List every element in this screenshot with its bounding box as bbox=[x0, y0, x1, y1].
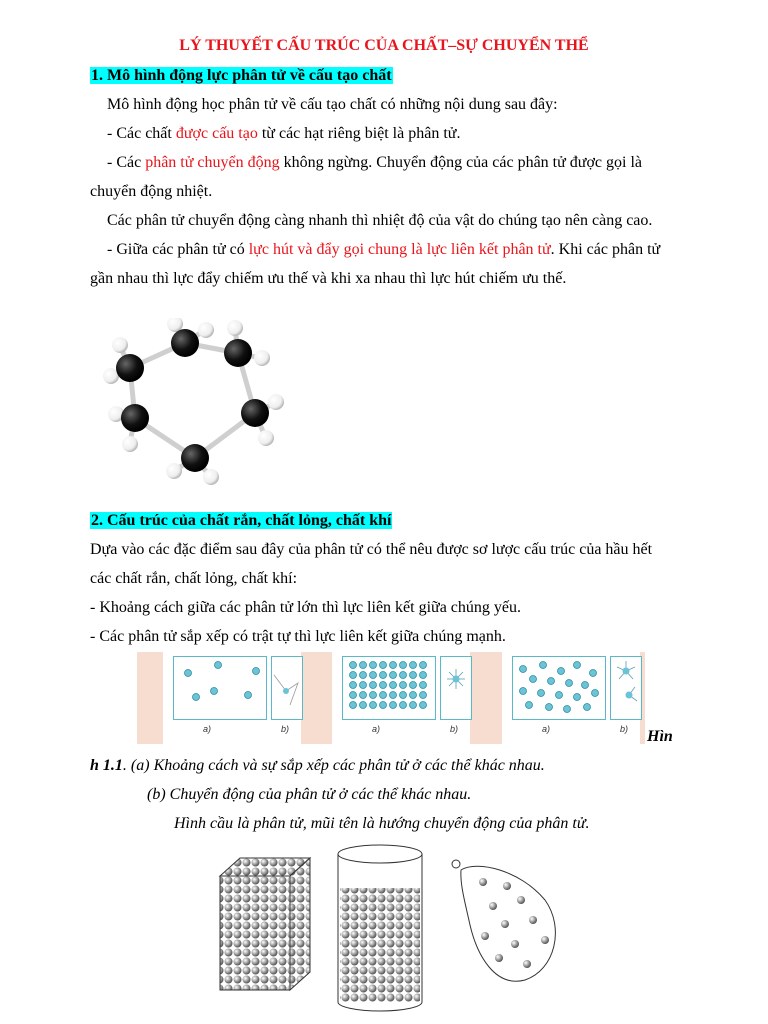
states-of-matter-illustration bbox=[215, 840, 565, 1020]
text: không ngừng. Chuyển động của các phân tử được gọi là bbox=[279, 154, 643, 171]
section1-point4-cont: gần nhau thì lực đẩy chiếm ưu thế và khi xa nhau thì lực hút chiếm ưu thế. bbox=[90, 270, 567, 287]
text: . Khi các phân tử bbox=[550, 241, 661, 258]
section1-point2-cont: chuyển động nhiệt. bbox=[90, 183, 213, 200]
section1-heading-text: 1. Mô hình động lực phân tử về cấu tạo chất bbox=[91, 67, 392, 84]
gas-molecules bbox=[174, 657, 266, 719]
section2-para1a: Dựa vào các đặc điểm sau đây của phân tử có thể nêu được sơ lược cấu trúc của hầu hết bbox=[90, 541, 653, 558]
solid-panel bbox=[332, 652, 470, 744]
section1-point2 bbox=[107, 153, 642, 173]
section2-heading bbox=[90, 511, 392, 531]
panel-label: a) bbox=[203, 724, 212, 734]
solid-molecules bbox=[343, 657, 435, 719]
figure-caption-line3: Hình cầu là phân tử, mũi tên là hướng chuyển động của phân tử. bbox=[174, 815, 590, 832]
figure-caption-line1 bbox=[90, 756, 545, 776]
section1-heading bbox=[90, 66, 393, 86]
section2-para2: - Khoảng cách giữa các phân tử lớn thì lực liên kết giữa chúng yếu. bbox=[90, 599, 522, 616]
text: - Giữa các phân tử có bbox=[107, 241, 249, 258]
figure-1-1 bbox=[137, 652, 645, 744]
cyclohexane-molecule-image bbox=[100, 318, 290, 488]
text: từ các hạt riêng biệt là phân tử. bbox=[257, 125, 461, 142]
solid-vibration-icon bbox=[441, 657, 471, 719]
liquid-panel bbox=[502, 652, 640, 744]
text: - Các bbox=[107, 154, 146, 171]
gas-box bbox=[173, 656, 267, 720]
section1-point3: Các phân tử chuyển động càng nhanh thì nhiệt độ của vật do chúng tạo nên càng cao. bbox=[107, 212, 653, 229]
section1-intro: Mô hình động học phân tử về cấu tạo chất có những nội dung sau đây: bbox=[107, 96, 558, 113]
section2-heading-text: 2. Cấu trúc của chất rắn, chất lỏng, chất khí bbox=[91, 512, 392, 529]
panel-label: b) bbox=[281, 724, 290, 734]
section1-point1 bbox=[107, 124, 460, 144]
document-title: LÝ THUYẾT CẤU TRÚC CỦA CHẤT–SỰ CHUYỂN THỂ bbox=[179, 37, 589, 54]
liquid-container bbox=[338, 845, 422, 1011]
panel-label: a) bbox=[542, 724, 551, 734]
gas-balloon bbox=[452, 860, 555, 981]
caption-tail: Hìn bbox=[647, 728, 673, 745]
liquid-molecules bbox=[513, 657, 605, 719]
liquid-motion-box bbox=[610, 656, 642, 720]
solid-motion-box bbox=[440, 656, 472, 720]
text: - Các chất bbox=[107, 125, 176, 142]
panel-label: b) bbox=[450, 724, 459, 734]
figure-caption-line2: (b) Chuyển động của phân tử ở các thể khác nhau. bbox=[147, 786, 472, 803]
solid-box bbox=[342, 656, 436, 720]
section1-point4 bbox=[107, 240, 660, 260]
caption-number: h 1.1 bbox=[90, 757, 123, 774]
gas-motion-box bbox=[271, 656, 303, 720]
gas-panel bbox=[163, 652, 301, 744]
panel-label: a) bbox=[372, 724, 381, 734]
gas-motion-path bbox=[272, 657, 302, 719]
liquid-box bbox=[512, 656, 606, 720]
section2-para1b: các chất rắn, chất lỏng, chất khí: bbox=[90, 570, 298, 587]
panel-label: b) bbox=[620, 724, 629, 734]
section2-para3: - Các phân tử sắp xếp có trật tự thì lực liên kết giữa chúng mạnh. bbox=[90, 628, 506, 645]
solid-cube bbox=[220, 858, 310, 990]
highlight-text: phân tử chuyển động bbox=[145, 154, 280, 171]
highlight-text: được cấu tạo bbox=[175, 125, 258, 142]
highlight-text: lực hút và đẩy gọi chung là lực liên kết phân tử bbox=[248, 241, 551, 258]
caption-text-a: . (a) Khoảng cách và sự sắp xếp các phân tử ở các thể khác nhau. bbox=[122, 757, 545, 774]
liquid-motion-icon bbox=[611, 657, 641, 719]
